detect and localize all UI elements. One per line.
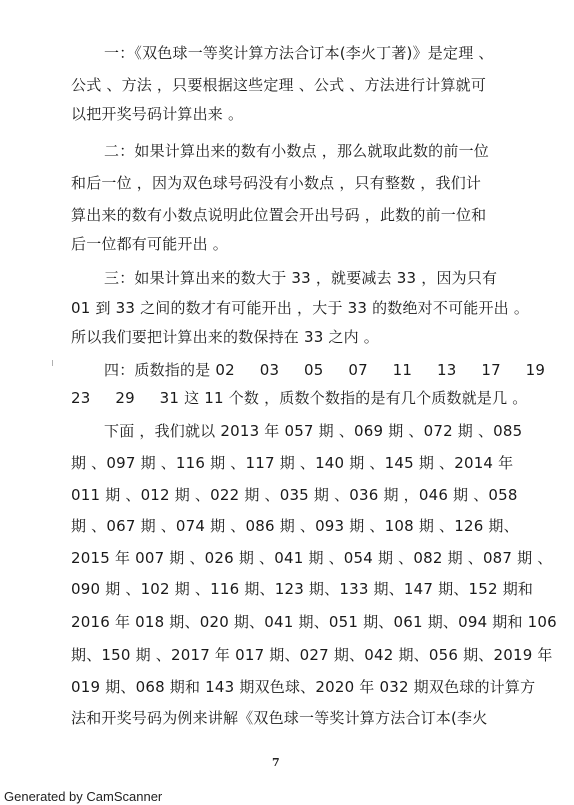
text-line: 期 、097 期 、116 期 、117 期 、140 期 、145 期 、2014 年 xyxy=(71,454,514,472)
text-line: 期、150 期 、2017 年 017 期、027 期、042 期、056 期、2019 年 xyxy=(71,646,553,664)
text-line: 算出来的数有小数点说明此位置会开出号码 ，此数的前一位和 xyxy=(71,206,487,224)
text-line: 下面 ，我们就以 2013 年 057 期 、069 期 、072 期 、085 xyxy=(104,422,523,440)
scanner-watermark: Generated by CamScanner xyxy=(4,789,163,804)
page-number: 7 xyxy=(272,756,280,769)
text-line: 090 期 、102 期 、116 期、123 期、133 期、147 期、152 期和 xyxy=(71,580,534,598)
text-line: 和后一位 ，因为双色球号码没有小数点 ，只有整数 ，我们计 xyxy=(71,174,482,192)
text-line: 所以我们要把计算出来的数保持在 33 之内 。 xyxy=(71,328,379,346)
text-line: 以把开奖号码计算出来 。 xyxy=(71,105,244,123)
scan-mark xyxy=(52,360,53,366)
text-line: 01 到 33 之间的数才有可能开出 ，大于 33 的数绝对不可能开出 。 xyxy=(71,299,530,317)
text-line: 011 期 、012 期 、022 期 、035 期 、036 期 ，046 期 、058 xyxy=(71,486,518,504)
text-line: 公式 、方法 ，只要根据这些定理 、公式 、方法进行计算就可 xyxy=(71,76,487,94)
text-line: 019 期、068 期和 143 期双色球、2020 年 032 期双色球的计算方 xyxy=(71,678,536,696)
text-line: 四：质数指的是 02 03 05 07 11 13 17 19 xyxy=(104,361,546,379)
text-line: 法和开奖号码为例来讲解《双色球一等奖计算方法合订本(李火 xyxy=(71,709,488,727)
text-line: 一：《双色球一等奖计算方法合订本(李火丁著)》是定理 、 xyxy=(104,44,494,62)
text-line: 期 、067 期 、074 期 、086 期 、093 期 、108 期 、126 期、 xyxy=(71,517,519,535)
text-line: 后一位都有可能开出 。 xyxy=(71,235,228,253)
text-line: 2016 年 018 期、020 期、041 期、051 期、061 期、094 期和 106 xyxy=(71,613,557,631)
text-line: 23 29 31 这 11 个数 ，质数个数指的是有几个质数就是几 。 xyxy=(71,389,528,407)
text-line: 三：如果计算出来的数大于 33 ，就要减去 33 ，因为只有 xyxy=(104,269,498,287)
text-line: 2015 年 007 期 、026 期 、041 期 、054 期 、082 期 、087 期 、 xyxy=(71,549,553,567)
text-line: 二：如果计算出来的数有小数点 ，那么就取此数的前一位 xyxy=(104,142,489,160)
